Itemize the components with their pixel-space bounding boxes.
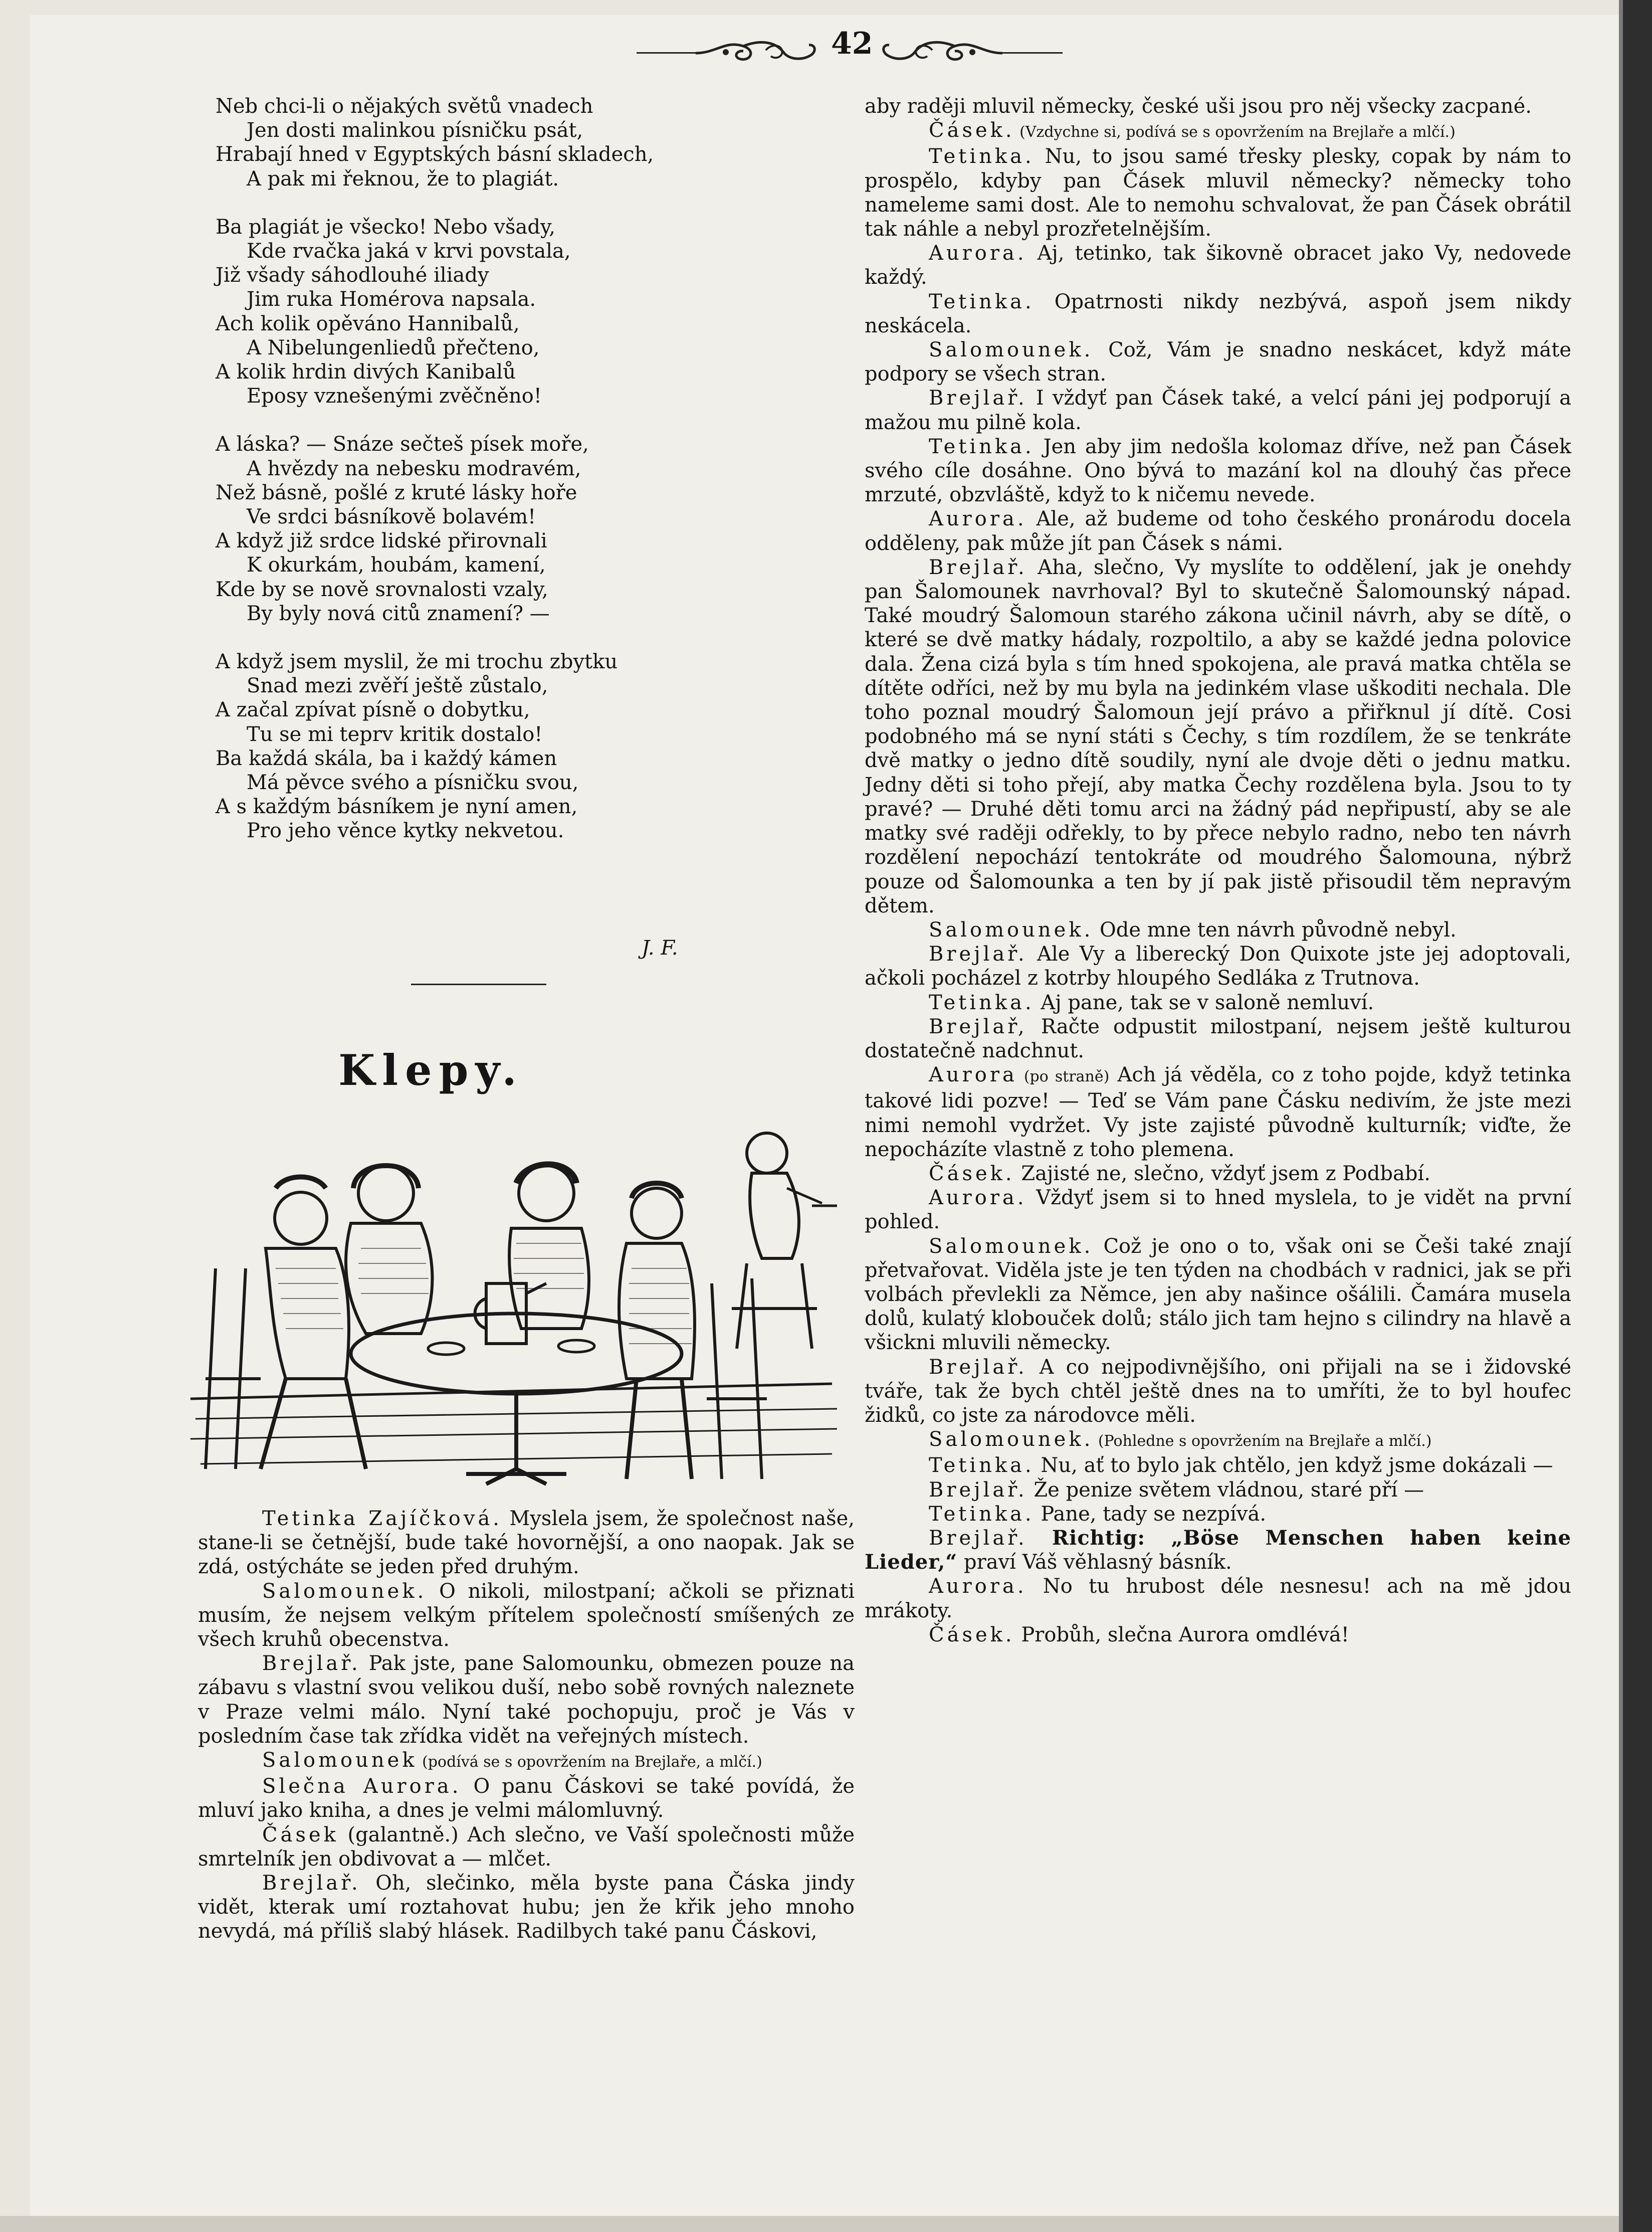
speaker-name: Brejlař,	[929, 1015, 1027, 1038]
dialogue-paragraph	[865, 991, 1571, 1015]
dialogue-paragraph	[865, 555, 1571, 918]
dialogue-text	[1027, 1527, 1052, 1550]
speaker-name: Brejlař.	[929, 387, 1027, 410]
ornament-left-icon	[696, 35, 821, 70]
poem-stanza	[216, 432, 717, 626]
speaker-name: Tetinka.	[929, 145, 1035, 168]
dialogue-text: Což, Vám je snadno neskácet, když máte podpory se všech stran.	[865, 338, 1571, 386]
dialogue-paragraph	[198, 1748, 855, 1774]
dialogue-text: Pane, tady se nezpívá.	[1034, 1502, 1267, 1526]
dialogue-text: Ach já věděla, co z toho pojde, když tetinka takové lidi pozve! — Teď se Vám pane Čásku nedivím, že jste mezi nimi nemohl vydržet. Vy jste zajisté původně kulturník; viďte, že nepocházíte vlastně z toho plemena.	[865, 1063, 1571, 1161]
dialogue-text: Nu, to jsou samé třesky plesky, copak by nám to prospělo, kdyby pan Čásek mluvil německy? německy toho nameleme sami dost. Ale to nemohu schvalovat, že pan Čásek obrátil tak náhle a nebyl prozřetelnějším.	[865, 145, 1571, 241]
dialogue-text: Aha, slečno, Vy myslíte to oddělení, jak je onehdy pan Šalomounek navrhoval? Byl to skutečně Šalomounský nápad. Také moudrý Šalomoun starého zákona učinil návrh, aby se dítě, o které se dvě matky hádaly, rozpoltilo, a aby se každé jedna polovice dala. Žena cizá byla s tím hned spokojena, ale pravá matka chtěla se dítěte odříci, než by mu byla na jedinkém vlase uškoditi nechala. Dle toho poznal moudrý Šalomoun její právo a přiřknul jí dítě. Cosi podobného má se nyní státi s Čechy, s tím rozdílem, že se tenkráte dvě matky o jedno dítě soudily, nyní ale dvoje děti o jednu matku. Jedny děti si toho přejí, aby matka Čechy rozdělena byla. Jsou to ty pravé? — Druhé děti tomu arci na žádný pád nepřipustí, aby se ale matky své raději odřekly, to by přece nebylo radno, nebo ten návrh rozdělení nepochází tentokráte od moudrého Šalomouna, nýbrž pouze od Šalomounka a ten by jí pak jistě přisoudil těm nepravým dětem.	[865, 555, 1571, 917]
dialogue-text: Pak jste, pane Salomounku, obmezen pouze na zábavu s vlastní svou velikou duší, nebo sobě rovných naleznete v Praze velmi málo. Nyní také pochopuju, proč je Vás v posledním čase tak zřídka vidět na veřejných místech.	[198, 1652, 855, 1748]
poem-line: Ve srdci básníkově bolavém!	[247, 505, 536, 529]
speaker-name: Tetinka Zajíčková.	[262, 1507, 503, 1530]
poem-line: Má pěvce svého a písničku svou,	[247, 771, 579, 795]
stage-direction: (podívá se s opovržením na Brejlaře, a mlčí.)	[417, 1753, 762, 1771]
poem-line: A když již srdce lidské přirovnali	[216, 529, 547, 553]
poem-line: A s každým básníkem je nyní amen,	[216, 795, 578, 819]
dialogue-paragraph	[198, 1507, 855, 1579]
speaker-name: Brejlař.	[262, 1652, 361, 1676]
dialogue-text: Vždyť jsem si to hned myslela, to je vidět na první pohled.	[865, 1186, 1571, 1234]
speaker-name: Salomounek.	[929, 1234, 1094, 1258]
dialogue-right-column	[865, 94, 1571, 1647]
speaker-name: Brejlař.	[929, 1478, 1027, 1502]
dialogue-paragraph	[198, 1871, 855, 1944]
dialogue-text: Aj, tetinko, tak šikovně obracet jako Vy, nedovede každý.	[865, 242, 1571, 289]
dialogue-text: Ale Vy a liberecký Don Quixote jste jej adoptovali, ačkoli pocházel z kotrby hloupého Sedláka z Trutnova.	[865, 943, 1571, 990]
poem-line: Než básně, pošlé z kruté lásky hoře	[216, 481, 577, 504]
dialogue-paragraph	[865, 1355, 1571, 1428]
dialogue-text: Ode mne ten návrh původně nebyl.	[1093, 918, 1457, 942]
poem-line: Pro jeho věnce kytky nekvetou.	[247, 819, 564, 843]
speaker-name: Tetinka.	[929, 991, 1035, 1014]
poem-line: Ba plagiát je všecko! Nebo všady,	[216, 215, 555, 239]
dialogue-text: Aj pane, tak se v saloně nemluví.	[1034, 991, 1374, 1014]
speaker-name: Brejlař.	[929, 1526, 1027, 1550]
poem-line: A láska? — Snáze sečteš písek moře,	[216, 433, 589, 456]
dialogue-paragraph	[198, 1651, 855, 1748]
poem-line: Eposy vznešenými zvěčněno!	[247, 385, 542, 408]
stage-direction: (Pohledne s opovržením na Brejlaře a mlčí.)	[1093, 1432, 1432, 1450]
dialogue-text: praví Váš věhlasný básník.	[957, 1551, 1232, 1574]
header-rule-right	[1002, 52, 1063, 54]
fraktur-quote: Richtig: „Böse Menschen haben keine Lieder,“	[865, 1526, 1572, 1574]
dialogue-text: Zajisté ne, slečno, vždyť jsem z Podbabí.	[1014, 1162, 1430, 1185]
dialogue-paragraph	[865, 435, 1571, 507]
speaker-name: Salomounek	[262, 1749, 418, 1772]
poem-stanza	[216, 650, 717, 843]
dialogue-text: (galantně.) Ach slečno, ve Vaší společnosti může smrtelník jen obdivovat a — mlčet.	[198, 1823, 855, 1871]
section-divider	[411, 984, 546, 985]
stage-direction: (po straně)	[1017, 1068, 1110, 1086]
speaker-name: Tetinka.	[929, 1502, 1035, 1526]
speaker-name: Tetinka.	[929, 290, 1035, 313]
speaker-name: Salomounek.	[929, 1428, 1094, 1451]
poem-line: Kde by se nově srovnalosti vzaly,	[216, 578, 548, 601]
speaker-name: Čásek	[262, 1823, 339, 1846]
poem-line: Hrabají hned v Egyptských básní skladech,	[216, 143, 654, 166]
speaker-name: Aurora.	[929, 507, 1027, 531]
dialogue-text: No tu hrubost déle nesnesu! ach na mě jdou mrákoty.	[865, 1575, 1571, 1622]
poem-line: A pak mi řeknou, že to plagiát.	[247, 167, 559, 191]
dialogue-text: O panu Čáskovi se také povídá, že mluví jako kniha, a dnes je velmi málomluvný.	[198, 1775, 855, 1822]
poem-line: By byly nová citů znamení? —	[247, 602, 550, 625]
dialogue-text: Nu, ať to bylo jak chtělo, jen když jsme dokázali —	[1034, 1454, 1553, 1477]
poem-line: Tu se mi teprv kritik dostalo!	[247, 722, 543, 746]
speaker-name: Brejlař.	[262, 1872, 361, 1895]
page-number: 42	[831, 26, 873, 61]
ornament-right-icon	[877, 35, 1002, 70]
speaker-name: Aurora.	[929, 242, 1027, 265]
poem-stanza	[216, 215, 717, 409]
page-header	[637, 26, 1063, 66]
dialogue-paragraph	[865, 507, 1571, 555]
speaker-name: Čásek.	[929, 1623, 1015, 1646]
poem-line: A kolik hrdin divých Kanibalů	[216, 360, 516, 384]
poem-line: Kde rvačka jaká v krvi povstala,	[247, 240, 571, 263]
dialogue-text: I vždyť pan Čásek také, a velcí páni jej podporují a mažou mu pilně kola.	[865, 387, 1571, 434]
dialogue-text: Což je ono o to, však oni se Češi také znají přetvařovat. Viděla jste je ten týden na chodbách v radnici, jak se při volbách převlekli za Němce, jen aby našince ošálili. Čamára musela dolů, kulatý klobouček dolů; stálo jich tam hejno s cilindry na hlavě a všickni mluvili německy.	[865, 1234, 1571, 1355]
speaker-name: Čásek.	[929, 119, 1015, 142]
dialogue-paragraph	[865, 386, 1571, 434]
dialogue-paragraph	[198, 1823, 855, 1871]
poem-line: A začal zpívat písně o dobytku,	[216, 698, 530, 722]
poem-line: Snad mezi zvěří ještě zůstalo,	[247, 674, 548, 698]
speaker-name: Čásek.	[929, 1162, 1015, 1185]
dialogue-paragraph	[865, 338, 1571, 386]
speaker-name: Aurora.	[929, 1186, 1027, 1210]
article-title: Klepy.	[338, 1045, 524, 1095]
speaker-name: Salomounek.	[262, 1579, 427, 1603]
dialogue-paragraph	[865, 1502, 1571, 1526]
dialogue-paragraph	[865, 1015, 1571, 1063]
dialogue-paragraph	[865, 942, 1571, 990]
dialogue-paragraph	[865, 918, 1571, 942]
poem-line: A když jsem myslil, že mi trochu zbytku	[216, 650, 618, 674]
poem	[216, 94, 717, 867]
dialogue-text: Myslela jsem, že společnost naše, stane-li se četnější, bude také hovornější, a ono naopak. Jak se zdá, ostýcháte se jeden před druhým.	[198, 1507, 855, 1579]
dialogue-paragraph	[865, 94, 1571, 118]
speaker-name: Salomounek.	[929, 338, 1094, 362]
dialogue-text: Ale, až budeme od toho českého pronárodu docela odděleny, pak může jít pan Čásek s námi.	[865, 507, 1571, 555]
dialogue-paragraph	[865, 1063, 1571, 1162]
dialogue-paragraph	[865, 118, 1571, 144]
speaker-name: Aurora.	[929, 1575, 1027, 1598]
speaker-name: Tetinka.	[929, 1454, 1035, 1477]
tea-party-engraving-icon	[185, 1118, 852, 1499]
dialogue-paragraph	[865, 144, 1571, 241]
dialogue-text: aby raději mluvil německy, české uši jsou pro něj všecky zacpané.	[865, 95, 1532, 118]
dialogue-text: Oh, slečinko, měla byste pana Čáska jindy vidět, kterak umí roztahovat hubu; jen že křik jeho mnoho nevydá, má příliš slabý hlásek. Radilbych také panu Čáskovi,	[198, 1872, 855, 1943]
dialogue-text: O nikoli, milostpaní; ačkoli se přiznati musím, že nejsem velkým přítelem společností smíšených ze všech kruhů obecenstva.	[198, 1579, 855, 1651]
dialogue-text: Jen aby jim nedošla kolomaz dříve, než pan Čásek svého cíle dosáhne. Ono bývá to mazání kol na dlouhý čas přece mrzuté, obzvláště, když to k ničemu nevede.	[865, 435, 1571, 507]
speaker-name: Aurora	[929, 1063, 1017, 1087]
speaker-name: Tetinka.	[929, 435, 1035, 458]
dialogue-text: A co nejpodivnějšího, oni přijali na se i židovské tváře, tak že bych chtěl ještě dnes na to umříti, že to byl houfec židků, co jste za národovce měli.	[865, 1355, 1571, 1427]
dialogue-paragraph	[198, 1579, 855, 1652]
dialogue-paragraph	[865, 1234, 1571, 1355]
poem-line: Jen dosti malinkou písničku psát,	[247, 119, 583, 142]
poem-line: Již všady sáhodlouhé iliady	[216, 264, 489, 287]
poem-line: Jim ruka Homérova napsala.	[247, 288, 536, 311]
dialogue-left-column	[198, 1507, 855, 1944]
binding-edge	[1619, 0, 1652, 2232]
dialogue-paragraph	[865, 290, 1571, 338]
dialogue-paragraph	[865, 1453, 1571, 1477]
dialogue-paragraph	[865, 1427, 1571, 1453]
dialogue-paragraph	[865, 1623, 1571, 1647]
poem-stanza	[216, 94, 717, 191]
dialogue-text: Probůh, slečna Aurora omdlévá!	[1014, 1623, 1349, 1646]
dialogue-paragraph	[865, 1478, 1571, 1502]
speaker-name: Brejlař.	[929, 943, 1027, 966]
dialogue-paragraph	[865, 1162, 1571, 1186]
dialogue-text: Račte odpustit milostpaní, nejsem ještě kulturou dostatečně nadchnut.	[865, 1015, 1571, 1062]
speaker-name: Brejlař.	[929, 1355, 1027, 1379]
poem-line: A hvězdy na nebesku modravém,	[247, 457, 581, 480]
poem-line: Ach kolik opěváno Hannibalů,	[216, 312, 520, 335]
scan-margin	[0, 2216, 1619, 2232]
dialogue-paragraph	[865, 1574, 1571, 1622]
poem-line: K okurkám, houbám, kamení,	[247, 553, 546, 577]
dialogue-paragraph	[198, 1774, 855, 1822]
poem-line: Ba každá skála, ba i každý kámen	[216, 747, 557, 770]
speaker-name: Slečna Aurora.	[262, 1775, 462, 1798]
poem-line: Neb chci-li o nějakých světů vnadech	[216, 95, 593, 118]
dialogue-text: Že penize světem vládnou, staré pří —	[1027, 1478, 1424, 1502]
poem-line: A Nibelungenliedů přečteno,	[247, 336, 540, 359]
poem-signature: J. F.	[642, 937, 678, 960]
stage-direction: (Vzdychne si, podívá se s opovržením na Brejlaře a mlčí.)	[1014, 123, 1456, 141]
dialogue-paragraph	[865, 1186, 1571, 1234]
speaker-name: Salomounek.	[929, 918, 1094, 942]
dialogue-paragraph	[865, 1526, 1571, 1574]
dialogue-paragraph	[865, 241, 1571, 289]
header-rule-left	[637, 52, 697, 54]
speaker-name: Brejlař.	[929, 555, 1027, 579]
dialogue-text: Opatrnosti nikdy nezbývá, aspoň jsem nikdy neskácela.	[865, 290, 1571, 337]
